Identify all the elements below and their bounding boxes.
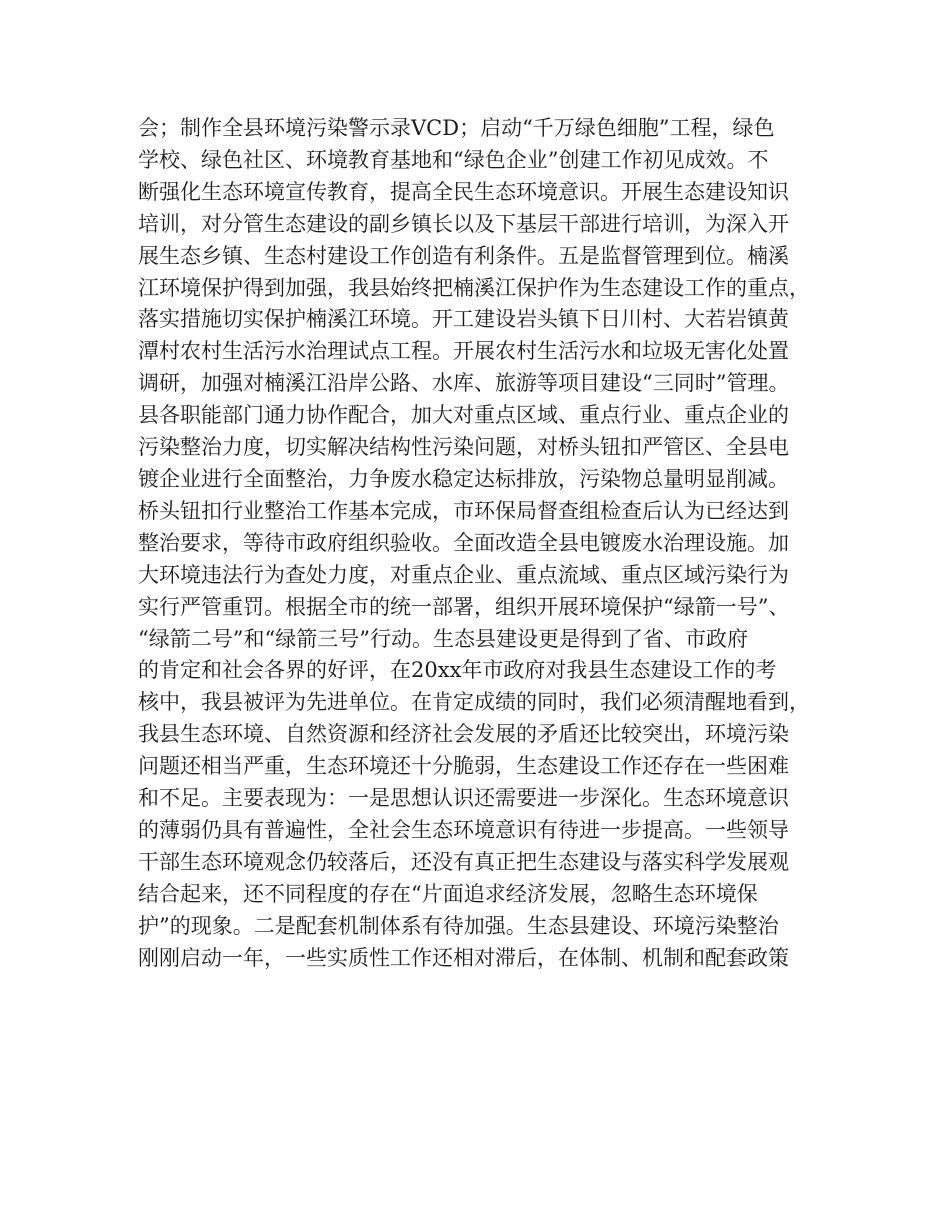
- text-line: 污染整治力度，切实解决结构性污染问题，对桥头钮扣严管区、全县电: [138, 435, 789, 460]
- text-line: 我县生态环境、自然资源和经济社会发展的矛盾还比较突出，环境污染: [138, 722, 789, 747]
- text-line: 落实措施切实保护楠溪江环境。开工建设岩头镇下日川村、大若岩镇黄: [138, 307, 789, 332]
- text-line: 刚刚启动一年，一些实质性工作还相对滞后，在体制、机制和配套政策: [138, 945, 789, 970]
- document-body: [138, 113, 818, 974]
- text-line: 会；制作全县环境污染警示录VCD；启动“千万绿色细胞”工程，绿色: [138, 116, 775, 140]
- text-line: 核中，我县被评为先进单位。在肯定成绩的同时，我们必须清醒地看到，: [138, 690, 810, 715]
- text-line: 结合起来，还不同程度的存在“片面追求经济发展，忽略生态环境保: [138, 881, 758, 906]
- text-line: 和不足。主要表现为：一是思想认识还需要进一步深化。生态环境意识: [138, 786, 789, 811]
- text-line: 断强化生态环境宣传教育，提高全民生态环境意识。开展生态建设知识: [138, 179, 789, 204]
- text-line: 大环境违法行为查处力度，对重点企业、重点流域、重点区域污染行为: [138, 562, 789, 587]
- text-line: 整治要求，等待市政府组织验收。全面改造全县电镀废水治理设施。加: [138, 530, 789, 555]
- text-line: 培训，对分管生态建设的副乡镇长以及下基层干部进行培训，为深入开: [138, 211, 789, 236]
- text-line: 的肯定和社会各界的好评，在20xx年市政府对我县生态建设工作的考: [138, 658, 777, 683]
- text-line: 镀企业进行全面整治，力争废水稳定达标排放，污染物总量明显削减。: [138, 466, 789, 491]
- text-line: 展生态乡镇、生态村建设工作创造有利条件。五是监督管理到位。楠溪: [138, 243, 789, 268]
- text-line: 的薄弱仍具有普遍性，全社会生态环境意识有待进一步提高。一些领导: [138, 817, 789, 842]
- text-line: 江环境保护得到加强，我县始终把楠溪江保护作为生态建设工作的重点，: [138, 275, 810, 300]
- text-line: 学校、绿色社区、环境教育基地和“绿色企业”创建工作初见成效。不: [138, 147, 769, 172]
- text-line: 调研，加强对楠溪江沿岸公路、水库、旅游等项目建设“三同时”管理。: [138, 371, 790, 396]
- text-line: 实行严管重罚。根据全市的统一部署，组织开展环境保护“绿箭一号”、: [138, 594, 790, 619]
- text-line: 问题还相当严重，生态环境还十分脆弱，生态建设工作还存在一些困难: [138, 754, 789, 779]
- text-line: 县各职能部门通力协作配合，加大对重点区域、重点行业、重点企业的: [138, 403, 789, 428]
- text-line: “绿箭二号”和“绿箭三号”行动。生态县建设更是得到了省、市政府: [138, 626, 748, 651]
- text-line: 护”的现象。二是配套机制体系有待加强。生态县建设、环境污染整治: [138, 913, 779, 938]
- text-line: 桥头钮扣行业整治工作基本完成，市环保局督查组检查后认为已经达到: [138, 498, 789, 523]
- text-line: 潭村农村生活污水治理试点工程。开展农村生活污水和垃圾无害化处置: [138, 339, 789, 364]
- text-line: 干部生态环境观念仍较落后，还没有真正把生态建设与落实科学发展观: [138, 849, 789, 874]
